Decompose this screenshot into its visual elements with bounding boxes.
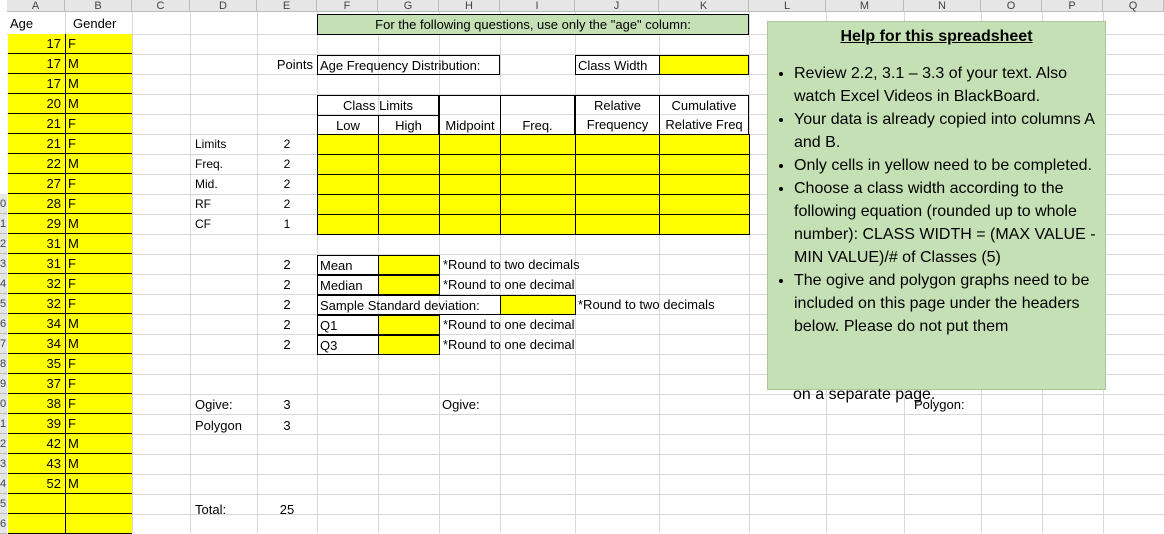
instruction-banner[interactable]: For the following questions, use only the "age" column: xyxy=(317,14,749,35)
frequency-input-area[interactable] xyxy=(317,134,750,235)
stat-points[interactable]: 2 xyxy=(283,277,291,292)
stat-points[interactable]: 2 xyxy=(283,297,291,312)
col-header-a[interactable]: A xyxy=(7,0,65,12)
stat-input[interactable] xyxy=(500,295,576,315)
col-header-q[interactable]: Q xyxy=(1103,0,1164,12)
gender-cell[interactable]: F xyxy=(66,394,132,414)
age-cell[interactable]: 20 xyxy=(8,94,66,114)
gender-cell[interactable]: F xyxy=(66,194,132,214)
gender-cell[interactable]: M xyxy=(66,314,132,334)
help-item: • The ogive and polygon graphs need to be included on this page under the headers below. Please do not put them xyxy=(794,269,1105,338)
help-title: Help for this spreadsheet xyxy=(840,28,1033,45)
gender-cell[interactable]: M xyxy=(66,214,132,234)
col-header-j[interactable]: J xyxy=(575,0,659,12)
points-header[interactable]: Points xyxy=(276,57,313,72)
row-number[interactable]: 4 xyxy=(0,274,7,294)
col-header-g[interactable]: G xyxy=(378,0,439,12)
gender-cell[interactable]: M xyxy=(66,474,132,494)
row-number[interactable]: 5 xyxy=(0,494,7,514)
age-cell[interactable]: 29 xyxy=(8,214,66,234)
age-frequency-label[interactable]: Age Frequency Distribution: xyxy=(317,55,500,75)
col-header-o[interactable]: O xyxy=(981,0,1042,12)
col-header-i[interactable]: I xyxy=(500,0,575,12)
gender-cell[interactable]: M xyxy=(66,94,132,114)
stat-rounding-note[interactable]: *Round to two decimals xyxy=(578,297,715,312)
points-row-label[interactable]: Freq. xyxy=(195,157,224,171)
gender-cell[interactable]: M xyxy=(66,334,132,354)
row-number[interactable]: 3 xyxy=(0,454,7,474)
col-header-f[interactable]: F xyxy=(317,0,378,12)
stat-input[interactable] xyxy=(378,335,440,355)
gender-cell[interactable]: M xyxy=(66,234,132,254)
freq-header[interactable]: Freq. xyxy=(500,95,575,135)
row-number[interactable]: 3 xyxy=(0,254,7,274)
age-cell[interactable]: 32 xyxy=(8,294,66,314)
total-label[interactable]: Total: xyxy=(195,502,227,517)
age-cell[interactable] xyxy=(8,494,66,514)
gender-cell[interactable] xyxy=(66,494,132,514)
gender-cell[interactable]: M xyxy=(66,54,132,74)
row-number[interactable]: 0 xyxy=(0,394,7,414)
help-list xyxy=(768,62,1105,338)
age-cell[interactable]: 21 xyxy=(8,134,66,154)
row-number[interactable]: 4 xyxy=(0,474,7,494)
row-number[interactable]: 6 xyxy=(0,514,7,534)
stat-input[interactable] xyxy=(378,275,440,295)
age-cell[interactable]: 52 xyxy=(8,474,66,494)
stat-label[interactable]: Sample Standard deviation: xyxy=(317,295,501,315)
age-cell[interactable]: 35 xyxy=(8,354,66,374)
low-header[interactable]: Low xyxy=(317,115,379,135)
gender-cell[interactable]: M xyxy=(66,434,132,454)
col-header-p[interactable]: P xyxy=(1042,0,1103,12)
age-cell[interactable]: 31 xyxy=(8,234,66,254)
total-points[interactable]: 25 xyxy=(279,502,295,517)
age-cell[interactable]: 32 xyxy=(8,274,66,294)
age-cell[interactable]: 27 xyxy=(8,174,66,194)
stat-rounding-note[interactable]: *Round to one decimal xyxy=(443,337,575,352)
gender-cell[interactable]: F xyxy=(66,294,132,314)
points-row-label[interactable]: CF xyxy=(195,217,211,231)
gender-column-header[interactable]: Gender xyxy=(73,16,117,31)
row-number[interactable]: 1 xyxy=(0,414,7,434)
age-cell[interactable]: 34 xyxy=(8,314,66,334)
class-width-input[interactable] xyxy=(659,55,749,75)
gender-cell[interactable]: F xyxy=(66,414,132,434)
stat-points[interactable]: 2 xyxy=(283,257,291,272)
age-cell[interactable]: 31 xyxy=(8,254,66,274)
stat-label[interactable]: Q1 xyxy=(317,315,379,335)
gender-cell[interactable]: F xyxy=(66,254,132,274)
polygon-header[interactable]: Polygon: xyxy=(914,397,965,412)
high-header[interactable]: High xyxy=(378,115,439,135)
help-item: • Choose a class width according to the following equation (rounded up to whole number): CLASS WIDTH = (MAX VALUE - MIN VALUE)/# of Classes (5) xyxy=(794,177,1105,269)
age-cell[interactable]: 34 xyxy=(8,334,66,354)
age-cell[interactable]: 37 xyxy=(8,374,66,394)
frequency-header[interactable]: Frequency xyxy=(575,115,660,135)
col-header-e[interactable]: E xyxy=(257,0,317,12)
class-limits-header[interactable]: Class Limits xyxy=(317,95,439,115)
relative-header[interactable]: Relative xyxy=(575,95,660,115)
gender-cell[interactable]: M xyxy=(66,74,132,94)
gender-cell[interactable]: M xyxy=(66,154,132,174)
points-row-value[interactable]: 2 xyxy=(283,197,291,211)
midpoint-header[interactable]: Midpoint xyxy=(439,95,501,135)
col-header-h[interactable]: H xyxy=(439,0,500,12)
age-cell[interactable]: 17 xyxy=(8,74,66,94)
stat-label[interactable]: Median xyxy=(317,275,379,295)
gender-cell[interactable]: F xyxy=(66,374,132,394)
stat-label[interactable]: Q3 xyxy=(317,335,379,355)
points-row-value[interactable]: 2 xyxy=(283,137,291,151)
row-number[interactable]: 0 xyxy=(0,194,7,214)
points-row-label[interactable]: Mid. xyxy=(195,177,218,191)
age-cell[interactable]: 39 xyxy=(8,414,66,434)
age-cell[interactable]: 28 xyxy=(8,194,66,214)
polygon-points-label[interactable]: Polygon xyxy=(195,418,242,433)
cumulative-header[interactable]: Cumulative xyxy=(659,95,749,115)
stat-points[interactable]: 2 xyxy=(283,317,291,332)
polygon-points-value[interactable]: 3 xyxy=(283,418,291,433)
stat-points[interactable]: 2 xyxy=(283,337,291,352)
stat-input[interactable] xyxy=(378,255,440,275)
age-cell[interactable]: 17 xyxy=(8,34,66,54)
gender-cell[interactable]: M xyxy=(66,454,132,474)
gender-cell[interactable]: F xyxy=(66,174,132,194)
help-item: • Your data is already copied into columns A and B. xyxy=(794,108,1105,154)
col-header-b[interactable]: B xyxy=(65,0,132,12)
row-number[interactable]: 1 xyxy=(0,214,7,234)
row-number[interactable]: 2 xyxy=(0,234,7,254)
age-column-header[interactable]: Age xyxy=(10,16,34,31)
stat-rounding-note[interactable]: *Round to one decimal xyxy=(443,277,575,292)
gender-cell[interactable]: F xyxy=(66,274,132,294)
ogive-points-value[interactable]: 3 xyxy=(283,397,291,412)
ogive-header[interactable]: Ogive: xyxy=(442,397,480,412)
col-header-c[interactable]: C xyxy=(132,0,190,12)
help-overflow-text: on a separate page. xyxy=(793,386,936,403)
row-number[interactable]: 8 xyxy=(0,354,7,374)
col-header-m[interactable]: M xyxy=(826,0,904,12)
row-number[interactable]: 7 xyxy=(0,334,7,354)
stat-input[interactable] xyxy=(378,315,440,335)
class-width-label[interactable]: Class Width xyxy=(575,55,660,75)
age-cell[interactable]: 42 xyxy=(8,434,66,454)
row-number[interactable]: 6 xyxy=(0,314,7,334)
relative-freq-header[interactable]: Relative Freq xyxy=(659,115,749,135)
col-header-d[interactable]: D xyxy=(190,0,257,12)
stat-label[interactable]: Mean xyxy=(317,255,379,275)
stat-rounding-note[interactable]: *Round to one decimal xyxy=(443,317,575,332)
age-cell[interactable] xyxy=(8,514,66,534)
points-row-label[interactable]: Limits xyxy=(195,137,227,151)
col-header-k[interactable]: K xyxy=(659,0,749,12)
age-cell[interactable]: 43 xyxy=(8,454,66,474)
points-row-value[interactable]: 2 xyxy=(283,177,291,191)
age-cell[interactable]: 17 xyxy=(8,54,66,74)
gender-cell[interactable]: F xyxy=(66,114,132,134)
points-row-value[interactable]: 1 xyxy=(283,217,291,231)
help-textbox[interactable] xyxy=(767,21,1106,390)
help-item: • Review 2.2, 3.1 – 3.3 of your text. Also watch Excel Videos in BlackBoard. xyxy=(794,62,1105,108)
col-header-l[interactable]: L xyxy=(749,0,826,12)
age-cell[interactable]: 22 xyxy=(8,154,66,174)
points-row-value[interactable]: 2 xyxy=(283,157,291,171)
age-cell[interactable]: 21 xyxy=(8,114,66,134)
col-header-n[interactable]: N xyxy=(904,0,981,12)
help-item: • Only cells in yellow need to be completed. xyxy=(794,154,1105,177)
points-row-label[interactable]: RF xyxy=(195,197,211,211)
gender-cell[interactable]: F xyxy=(66,34,132,54)
row-number[interactable]: 5 xyxy=(0,294,7,314)
ogive-points-label[interactable]: Ogive: xyxy=(195,397,233,412)
age-cell[interactable]: 38 xyxy=(8,394,66,414)
row-number[interactable]: 2 xyxy=(0,434,7,454)
gender-cell[interactable] xyxy=(66,514,132,534)
gender-cell[interactable]: F xyxy=(66,354,132,374)
row-number[interactable]: 9 xyxy=(0,374,7,394)
gender-cell[interactable]: F xyxy=(66,134,132,154)
stat-rounding-note[interactable]: *Round to two decimals xyxy=(443,257,580,272)
